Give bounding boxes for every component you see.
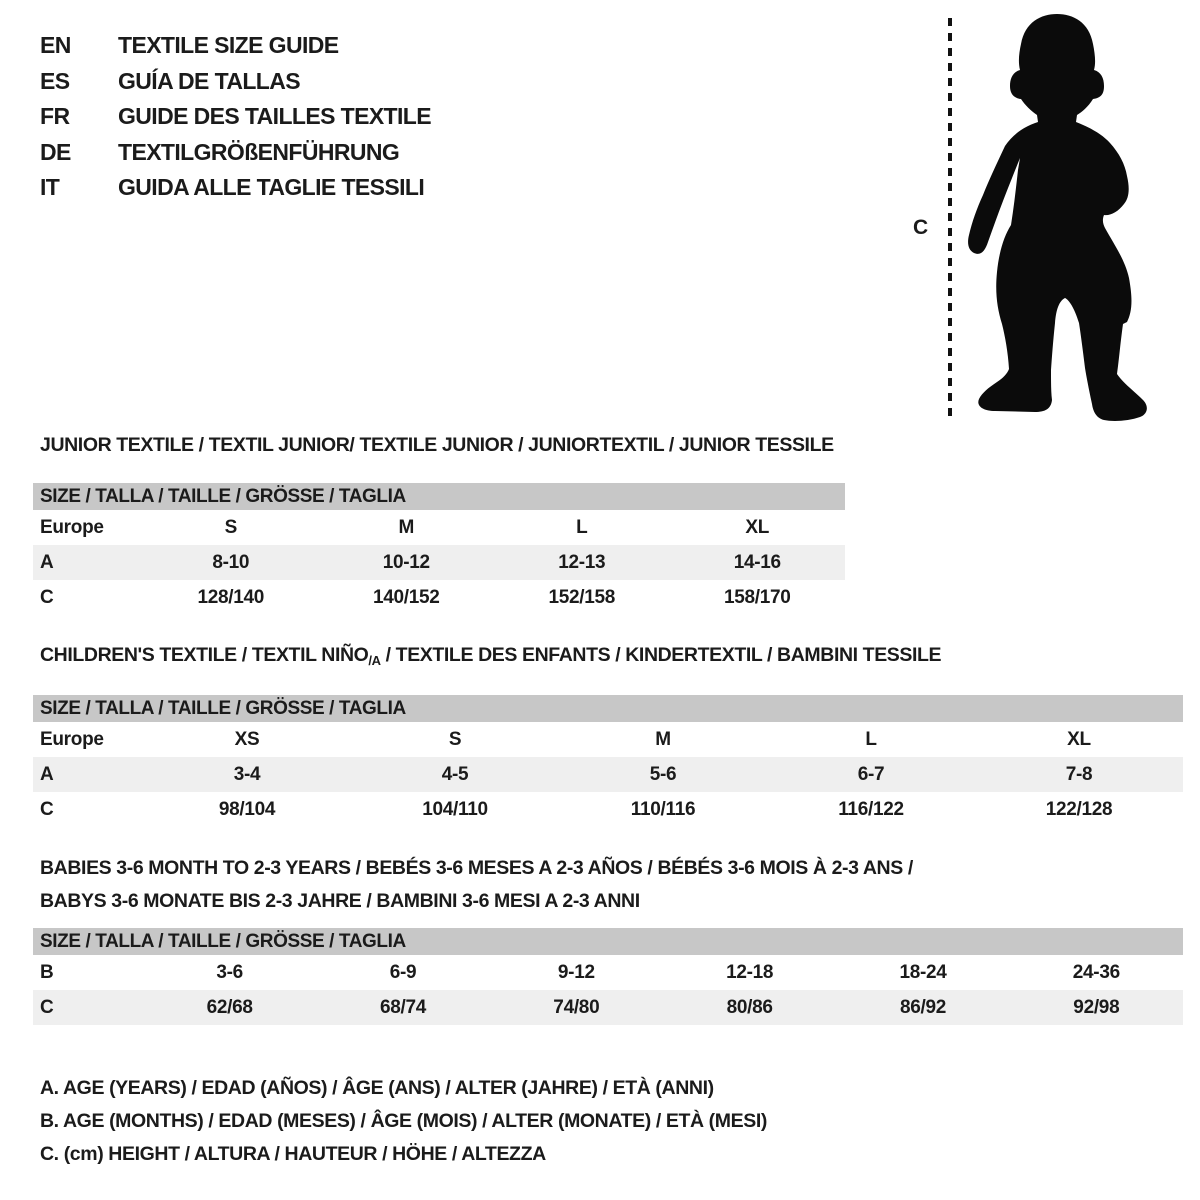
row-label: A	[40, 551, 54, 573]
children-heading-rest: / TEXTILE DES ENFANTS / KINDERTEXTIL / BAMBINI TESSILE	[380, 644, 942, 666]
language-row	[40, 64, 431, 100]
size-cell: 3-6	[216, 961, 243, 983]
size-cell: XL	[1067, 728, 1091, 750]
size-cell: M	[398, 516, 415, 538]
size-cell: 152/158	[548, 586, 616, 608]
row-label: Europe	[40, 728, 104, 750]
junior-section	[33, 435, 845, 615]
row-label: C	[40, 586, 54, 608]
size-cell: L	[865, 728, 877, 750]
language-row	[40, 170, 431, 206]
children-heading	[33, 645, 1183, 671]
language-row	[40, 135, 431, 171]
row-label: C	[40, 798, 54, 820]
table-row	[33, 580, 845, 615]
height-figure	[905, 0, 1175, 435]
size-cell: 104/110	[422, 798, 488, 820]
language-title: TEXTILE SIZE GUIDE	[118, 32, 339, 59]
row-label: A	[40, 763, 54, 785]
size-cell: 10-12	[382, 551, 430, 573]
language-title-block	[40, 28, 431, 206]
table-row	[33, 990, 1183, 1025]
measurement-legend	[40, 1072, 767, 1171]
height-measure-label: C	[913, 216, 929, 239]
language-title: GUÍA DE TALLAS	[118, 67, 300, 94]
size-cell: 14-16	[733, 551, 781, 573]
size-cell: 5-6	[649, 763, 677, 785]
size-cell: 8-10	[212, 551, 250, 573]
children-size-table	[33, 695, 1183, 827]
language-code: IT	[40, 174, 60, 201]
size-cell: 74/80	[553, 996, 600, 1018]
size-cell: 110/116	[630, 798, 696, 820]
row-label: B	[40, 961, 54, 983]
row-label: C	[40, 996, 54, 1018]
size-cell: 116/122	[838, 798, 904, 820]
table-row	[33, 545, 845, 580]
language-code: FR	[40, 103, 70, 130]
babies-heading	[33, 852, 1183, 918]
row-label: Europe	[40, 516, 104, 538]
junior-heading: JUNIOR TEXTILE / TEXTIL JUNIOR/ TEXTILE JUNIOR / JUNIORTEXTIL / JUNIOR TESSILE	[40, 434, 834, 456]
size-cell: 12-13	[558, 551, 606, 573]
language-title: GUIDE DES TAILLES TEXTILE	[118, 103, 431, 130]
size-cell: 140/152	[372, 586, 440, 608]
size-cell: 7-8	[1065, 763, 1093, 785]
children-section	[33, 645, 1183, 827]
size-cell: XS	[234, 728, 260, 750]
language-code: ES	[40, 67, 70, 94]
size-cell: 98/104	[218, 798, 276, 820]
size-cell: 62/68	[206, 996, 253, 1018]
language-code: EN	[40, 32, 71, 59]
nino-a-subscript: /A	[368, 653, 381, 668]
children-heading-main: CHILDREN'S TEXTILE / TEXTIL NIÑO	[40, 644, 369, 666]
size-cell: 3-4	[233, 763, 261, 785]
table-header-bar: SIZE / TALLA / TAILLE / GRÖSSE / TAGLIA	[33, 695, 1183, 722]
table-header-bar: SIZE / TALLA / TAILLE / GRÖSSE / TAGLIA	[33, 928, 1183, 955]
legend-age-years: A. AGE (YEARS) / EDAD (AÑOS) / ÂGE (ANS) / ALTER (JAHRE) / ETÀ (ANNI)	[40, 1077, 714, 1099]
size-cell: L	[576, 516, 588, 538]
size-cell: 9-12	[557, 961, 595, 983]
babies-section	[33, 852, 1183, 1025]
size-cell: 80/86	[726, 996, 773, 1018]
table-row	[33, 757, 1183, 792]
size-cell: 86/92	[899, 996, 947, 1018]
table-header-bar: SIZE / TALLA / TAILLE / GRÖSSE / TAGLIA	[33, 483, 845, 510]
height-dashed-line-icon	[948, 18, 952, 416]
babies-heading-line1: BABIES 3-6 MONTH TO 2-3 YEARS / BEBÉS 3-6 MESES A 2-3 AÑOS / BÉBÉS 3-6 MOIS À 2-3 ANS /	[40, 857, 913, 879]
size-cell: 4-5	[441, 763, 469, 785]
table-row	[33, 792, 1183, 827]
babies-size-table	[33, 928, 1183, 1025]
size-cell: S	[448, 728, 462, 750]
language-code: DE	[40, 138, 71, 165]
language-title: GUIDA ALLE TAGLIE TESSILI	[118, 174, 425, 201]
size-cell: 6-9	[389, 961, 417, 983]
legend-height-cm: C. (cm) HEIGHT / ALTURA / HAUTEUR / HÖHE / ALTEZZA	[40, 1143, 546, 1165]
language-row	[40, 28, 431, 64]
size-cell: 92/98	[1073, 996, 1120, 1018]
legend-age-months: B. AGE (MONTHS) / EDAD (MESES) / ÂGE (MOIS) / ALTER (MONATE) / ETÀ (MESI)	[40, 1110, 767, 1132]
size-cell: 128/140	[197, 586, 265, 608]
size-cell: 18-24	[899, 961, 947, 983]
table-row	[33, 510, 845, 545]
size-cell: 122/128	[1045, 798, 1113, 820]
size-cell: 12-18	[726, 961, 774, 983]
language-title: TEXTILGRÖßENFÜHRUNG	[118, 138, 400, 165]
size-cell: M	[655, 728, 671, 750]
table-row	[33, 955, 1183, 990]
table-row	[33, 722, 1183, 757]
size-cell: 6-7	[857, 763, 885, 785]
size-cell: XL	[745, 516, 770, 538]
language-row	[40, 99, 431, 135]
size-cell: 68/74	[379, 996, 427, 1018]
size-cell: S	[224, 516, 237, 538]
babies-heading-line2: BABYS 3-6 MONATE BIS 2-3 JAHRE / BAMBINI 3-6 MESI A 2-3 ANNI	[40, 890, 640, 912]
junior-size-table	[33, 483, 845, 615]
size-cell: 24-36	[1072, 961, 1120, 983]
toddler-silhouette-icon	[957, 8, 1157, 428]
size-cell: 158/170	[723, 586, 791, 608]
